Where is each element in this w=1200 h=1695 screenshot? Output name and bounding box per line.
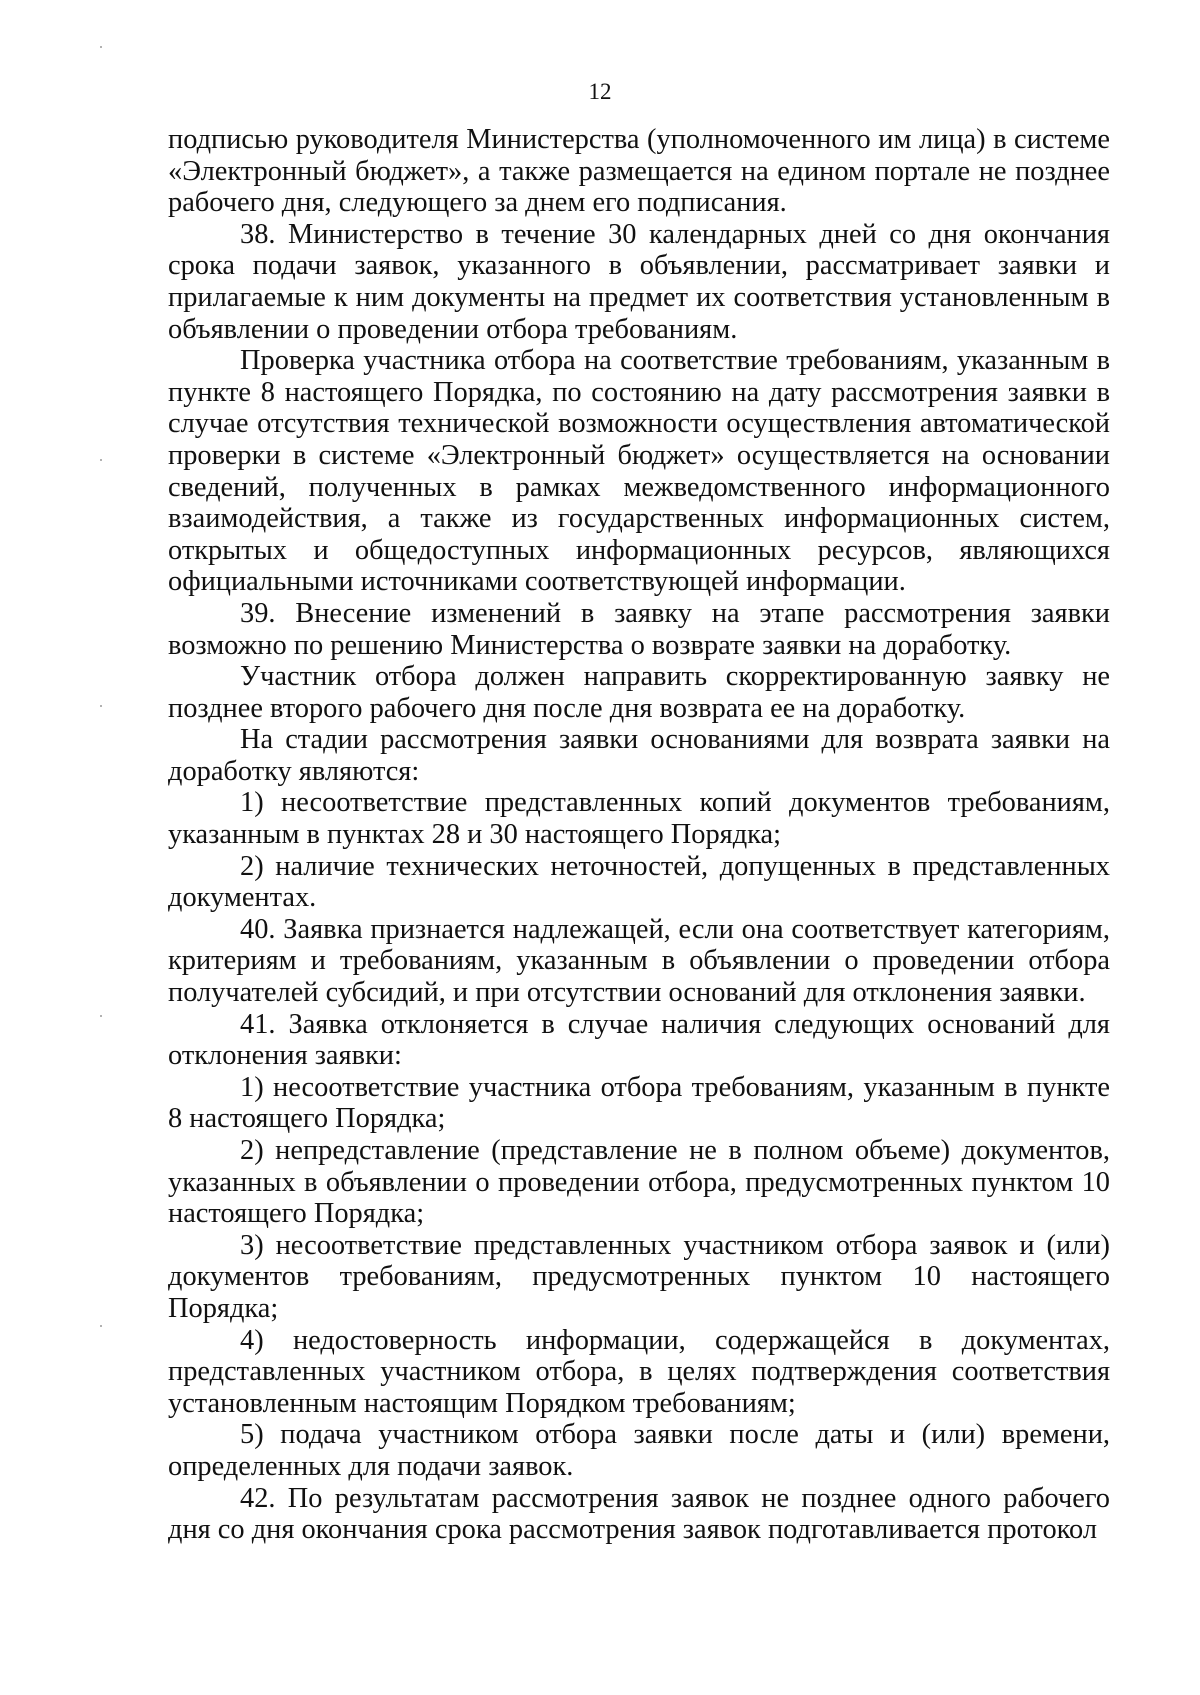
list-item-return-2: 2) наличие технических неточностей, допущенных в представленных документах. [168, 850, 1110, 914]
list-item-reject-2: 2) непредставление (представление не в полном объеме) документов, указанных в объявлении о проведении отбора, предусмотренных пунктом 10 настоящего Порядка; [168, 1135, 1110, 1230]
paragraph-corrected-application: Участник отбора должен направить скорректированную заявку не позднее второго рабочего дня после дня возврата ее на доработку. [168, 661, 1110, 724]
paragraph-continuation: подписью руководителя Министерства (уполномоченного им лица) в системе «Электронный бюджет», а также размещается на едином портале не позднее рабочего дня, следующего за днем его подписания. [168, 124, 1110, 219]
scan-speck [100, 1015, 102, 1017]
scan-speck [100, 46, 102, 48]
paragraph-return-grounds: На стадии рассмотрения заявки основаниями для возврата заявки на доработку являются: [168, 724, 1110, 787]
list-item-reject-1: 1) несоответствие участника отбора требованиям, указанным в пункте 8 настоящего Порядка; [168, 1071, 1110, 1135]
list-item-reject-5: 5) подача участником отбора заявки после даты и (или) времени, определенных для подачи заявок. [168, 1419, 1110, 1482]
paragraph-participant-check: Проверка участника отбора на соответствие требованиям, указанным в пункте 8 настоящего Порядка, по состоянию на дату рассмотрения заявки в случае отсутствия технической возможности осуществления автоматической проверки в системе «Электронный бюджет» осуществляется на основании сведений, полученных в рамках межведомственного информационного взаимодействия, а также из государственных информационных систем, открытых и общедоступных информационных ресурсов, являющихся официальными источниками соответствующей информации. [168, 345, 1110, 598]
paragraph-item-40: 40. Заявка признается надлежащей, если она соответствует категориям, критериям и требованиям, указанным в объявлении о проведении отбора получателей субсидий, и при отсутствии оснований для отклонения заявки. [168, 913, 1110, 1009]
scan-speck [100, 705, 102, 707]
paragraph-item-38: 38. Министерство в течение 30 календарных дней со дня окончания срока подачи заявок, указанного в объявлении, рассматривает заявки и прилагаемые к ним документы на предмет их соответствия установленным в объявлении о проведении отбора требованиям. [168, 218, 1110, 345]
list-item-reject-4: 4) недостоверность информации, содержащейся в документах, представленных участником отбора, в целях подтверждения соответствия установленным настоящим Порядком требованиям; [168, 1324, 1110, 1419]
list-item-return-1: 1) несоответствие представленных копий документов требованиям, указанным в пунктах 28 и 30 настоящего Порядка; [168, 787, 1110, 851]
paragraph-item-41: 41. Заявка отклоняется в случае наличия следующих оснований для отклонения заявки: [168, 1008, 1110, 1072]
paragraph-item-42: 42. По результатам рассмотрения заявок не позднее одного рабочего дня со дня окончания срока рассмотрения заявок подготавливается протокол [168, 1482, 1110, 1546]
list-item-reject-3: 3) несоответствие представленных участником отбора заявок и (или) документов требованиям, предусмотренных пунктом 10 настоящего Порядка; [168, 1229, 1110, 1324]
document-body [168, 124, 1110, 1546]
scan-speck [100, 459, 102, 461]
scan-speck [100, 1325, 102, 1327]
paragraph-item-39: 39. Внесение изменений в заявку на этапе рассмотрения заявки возможно по решению Министерства о возврате заявки на доработку. [168, 597, 1110, 661]
page-number: 12 [588, 79, 612, 104]
